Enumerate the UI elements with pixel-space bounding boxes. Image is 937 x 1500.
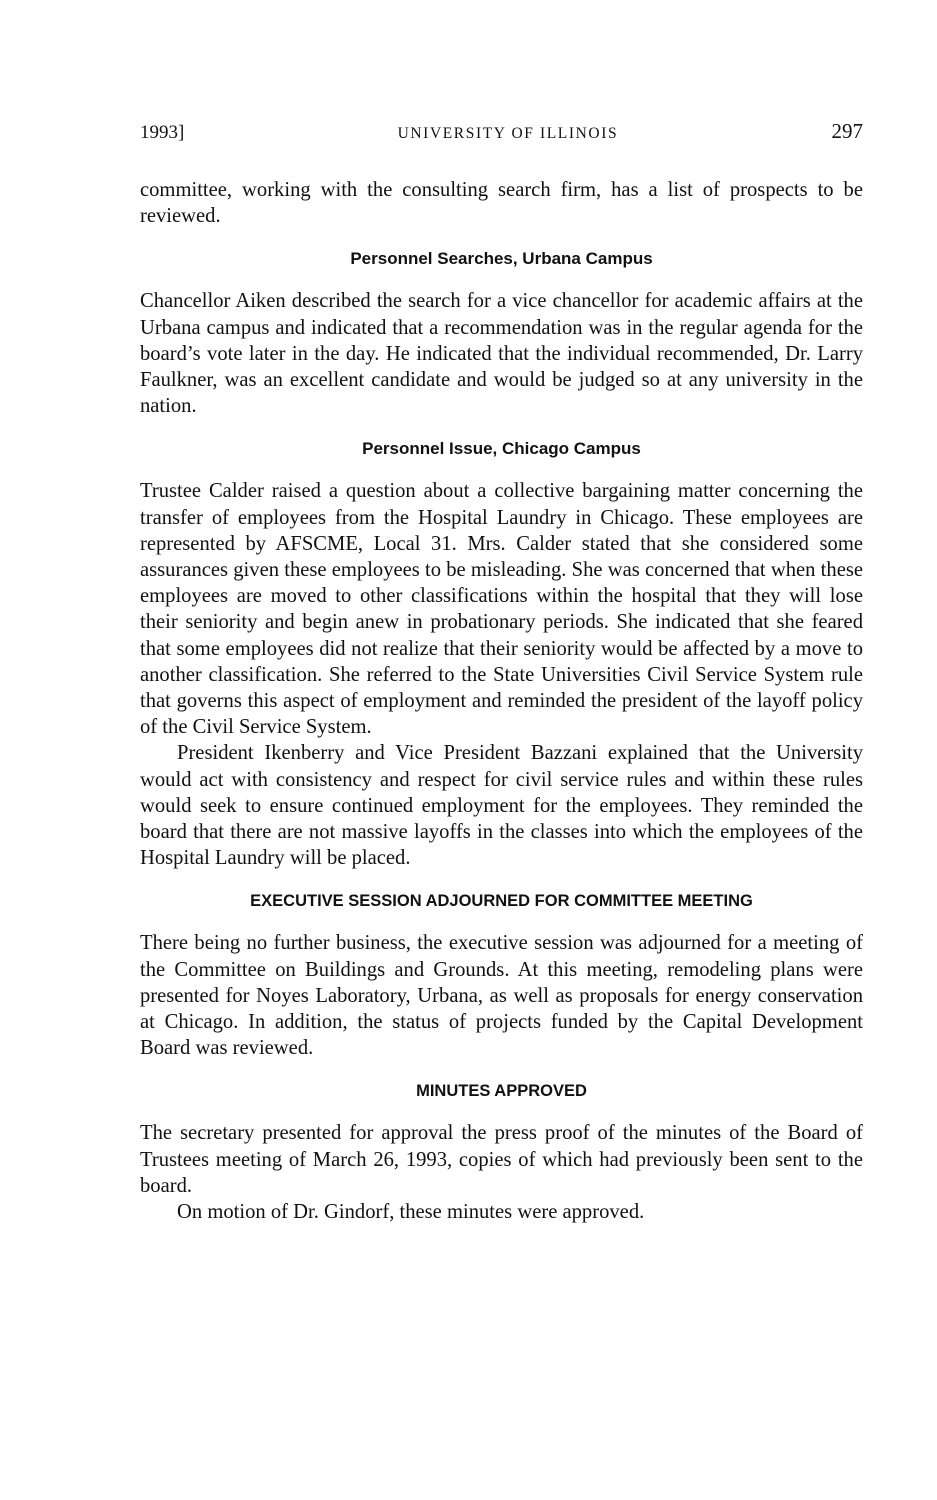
paragraph-calder: Trustee Calder raised a question about a collective bargaining matter concerning the transfer of employees from the Hospital Laundry in Chicago. These employees are represented by AFSCME, Local 31. Mrs. Calder stated that she considered some assurances given these employees to be misleading. She was concerned that when these employees are moved to other classifications within the hospital that they will lose their seniority and begin anew in probationary periods. She indicated that she feared that some employees did not realize that their seniority would be affected by a move to another classification. She referred to the State Universities Civil Service System rule that governs this aspect of employment and reminded the president of the layoff policy of the Civil Service System.	[140, 480, 863, 739]
paragraph-motion: On motion of Dr. Gindorf, these minutes were approved.	[177, 1201, 645, 1224]
page-number: 297	[831, 119, 863, 143]
document-page	[140, 118, 863, 1225]
paragraph-minutes: The secretary presented for approval the press proof of the minutes of the Board of Trustees meeting of March 26, 1993, copies of which had previously been sent to the board.	[140, 1122, 863, 1197]
paragraph-adjourned: There being no further business, the executive session was adjourned for a meeting of the Committee on Buildings and Grounds. At this meeting, remodeling plans were presented for Noyes Laboratory, Urbana, as well as proposals for energy conservation at Chicago. In addition, the status of projects funded by the Capital Development Board was reviewed.	[140, 932, 863, 1060]
header-title: UNIVERSITY OF ILLINOIS	[397, 125, 619, 142]
heading-personnel-searches: Personnel Searches, Urbana Campus	[350, 249, 653, 269]
heading-minutes-approved: MINUTES APPROVED	[416, 1082, 587, 1101]
running-header	[140, 118, 863, 147]
header-year: 1993]	[140, 122, 185, 143]
heading-personnel-issue: Personnel Issue, Chicago Campus	[362, 439, 641, 459]
paragraph-aiken: Chancellor Aiken described the search for a vice chancellor for academic affairs at the Urbana campus and indicated that a recommendation was in the regular agenda for the board’s vote later in the day. He indicated that the individual recommended, Dr. Larry Faulkner, was an excellent candidate and would be judged so at any university in the nation.	[140, 290, 863, 418]
paragraph-ikenberry: President Ikenberry and Vice President Bazzani explained that the University would act with consistency and respect for civil service rules and within these rules would seek to ensure continued employment for the employees. They reminded the board that there are not massive layoffs in the classes into which the employees of the Hospital Laundry will be placed.	[140, 742, 863, 870]
paragraph-continued: committee, working with the consulting search firm, has a list of prospects to be reviewed.	[140, 179, 863, 228]
heading-executive-session: EXECUTIVE SESSION ADJOURNED FOR COMMITTEE MEETING	[250, 892, 753, 911]
